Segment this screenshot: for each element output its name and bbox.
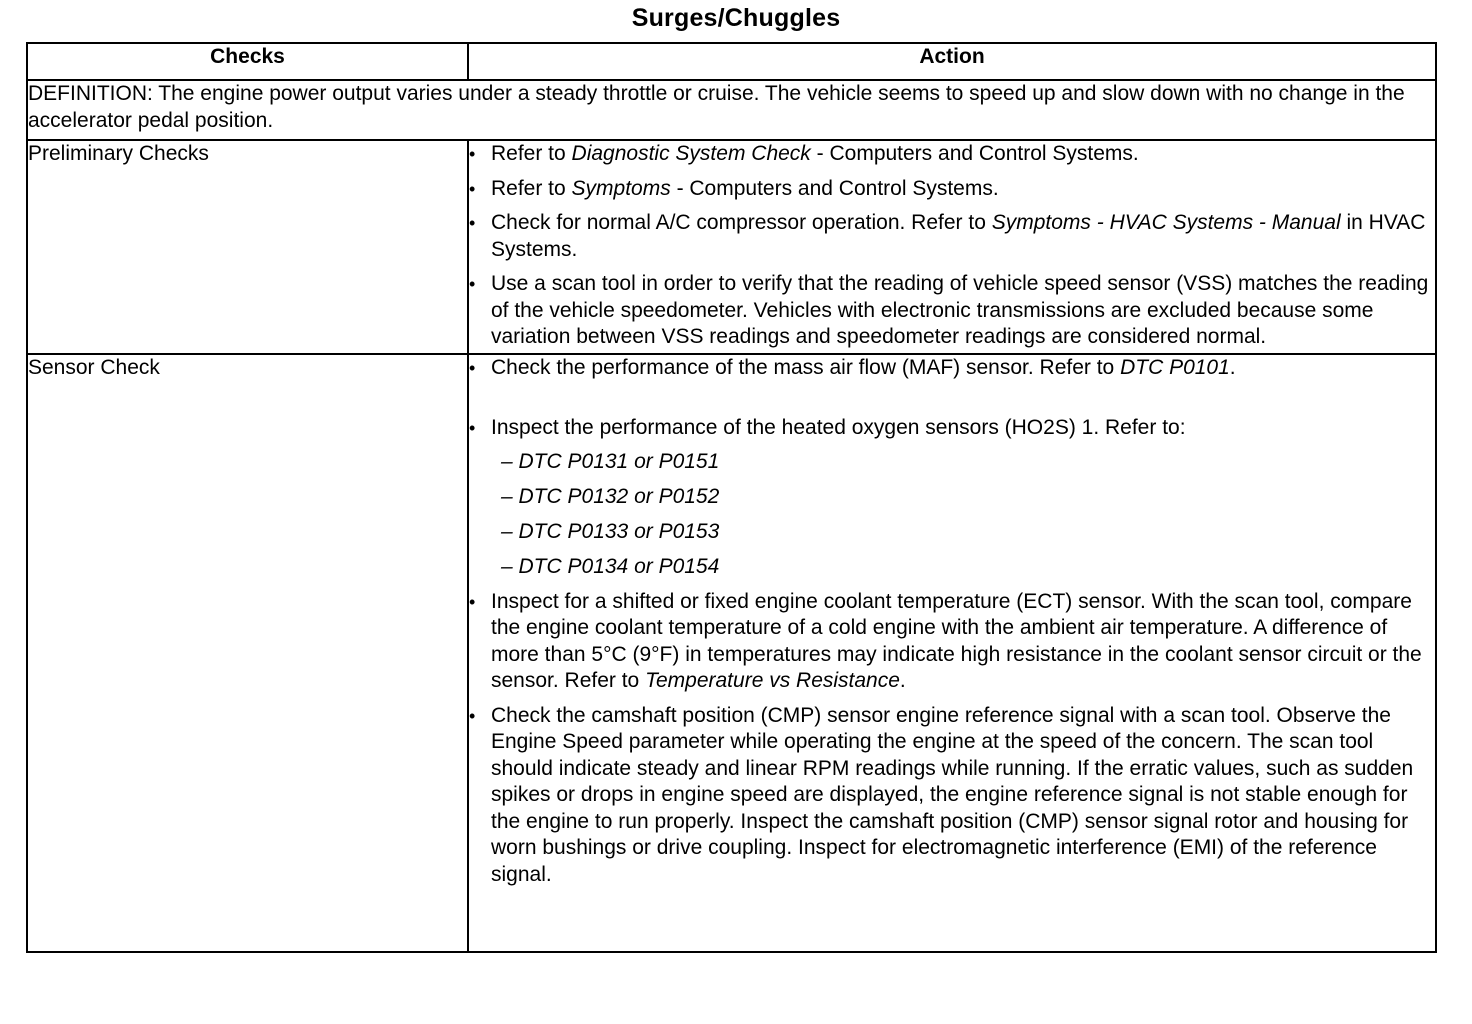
page-title: Surges/Chuggles	[631, 4, 841, 32]
list-item: • Check for normal A/C compressor operation. Refer to Symptoms - HVAC Systems - Manual in HVAC Systems.	[469, 211, 1426, 261]
check-preliminary: Preliminary Checks	[27, 140, 468, 354]
table-row	[27, 140, 1436, 354]
bullet-icon: •	[469, 705, 476, 726]
bullet-icon: •	[469, 274, 476, 294]
table-header-row	[27, 43, 1436, 80]
bullet-icon: •	[469, 418, 476, 438]
definition-text: DEFINITION: The engine power output varies under a steady throttle or cruise. The vehicle seems to speed up and slow down with no change in the accelerator pedal position.	[27, 80, 1436, 140]
dtc-item: – DTC P0134 or P0154	[501, 554, 720, 578]
dtc-sublist	[501, 449, 1435, 581]
list-item: • Use a scan tool in order to verify that the reading of vehicle speed sensor (VSS) matches the reading of the vehicle speedometer. Vehicles with electronic transmissions are excluded because some variation between VSS readings and speedometer readings are considered normal.	[469, 272, 1429, 348]
check-sensor: Sensor Check	[27, 354, 468, 952]
header-checks: Checks	[27, 43, 468, 80]
dtc-item: – DTC P0131 or P0151	[501, 449, 720, 473]
dtc-item: – DTC P0133 or P0153	[501, 519, 720, 543]
table-row	[27, 354, 1436, 952]
dtc-item: – DTC P0132 or P0152	[501, 484, 720, 508]
bullet-icon: •	[469, 144, 476, 164]
action-preliminary	[468, 140, 1436, 354]
bullet-icon: •	[469, 591, 476, 612]
list-item: • Inspect for a shifted or fixed engine coolant temperature (ECT) sensor. With the scan tool, compare the engine coolant temperature of a cold engine with the ambient air temperature. A difference of more than 5°C (9°F) in temperatures may indicate high resistance in the coolant sensor circuit or the sensor. Refer to Temperature vs Resistance.	[469, 589, 1422, 692]
bullet-icon: •	[469, 213, 476, 233]
list-item: • Inspect the performance of the heated oxygen sensors (HO2S) 1. Refer to: – DTC P0131 or P0151 – DTC P0132 or P0152 – DTC P0133 or P0153 – DTC P0134 or P0154	[469, 415, 1435, 580]
list-item: • Check the camshaft position (CMP) sensor engine reference signal with a scan tool. Observe the Engine Speed parameter while operating the engine at the speed of the concern. The scan tool should indicate steady and linear RPM readings while running. If the erratic values, such as sudden spikes or drops in engine speed are displayed, the engine reference signal is not stable enough for the engine to run properly. Inspect the camshaft position (CMP) sensor signal rotor and housing for worn bushings or drive coupling. Inspect for electromagnetic interference (EMI) of the reference signal.	[469, 703, 1414, 886]
definition-row	[27, 80, 1436, 140]
action-sensor	[468, 354, 1436, 952]
header-action: Action	[468, 43, 1436, 80]
bullet-icon: •	[469, 178, 476, 199]
bullet-icon: •	[469, 357, 476, 378]
list-item: • Check the performance of the mass air flow (MAF) sensor. Refer to DTC P0101.	[469, 355, 1435, 382]
surges-diagnostic-table	[26, 42, 1437, 953]
list-item: • Refer to Symptoms - Computers and Control Systems.	[469, 176, 1435, 203]
list-item: • Refer to Diagnostic System Check - Computers and Control Systems.	[469, 141, 1435, 168]
